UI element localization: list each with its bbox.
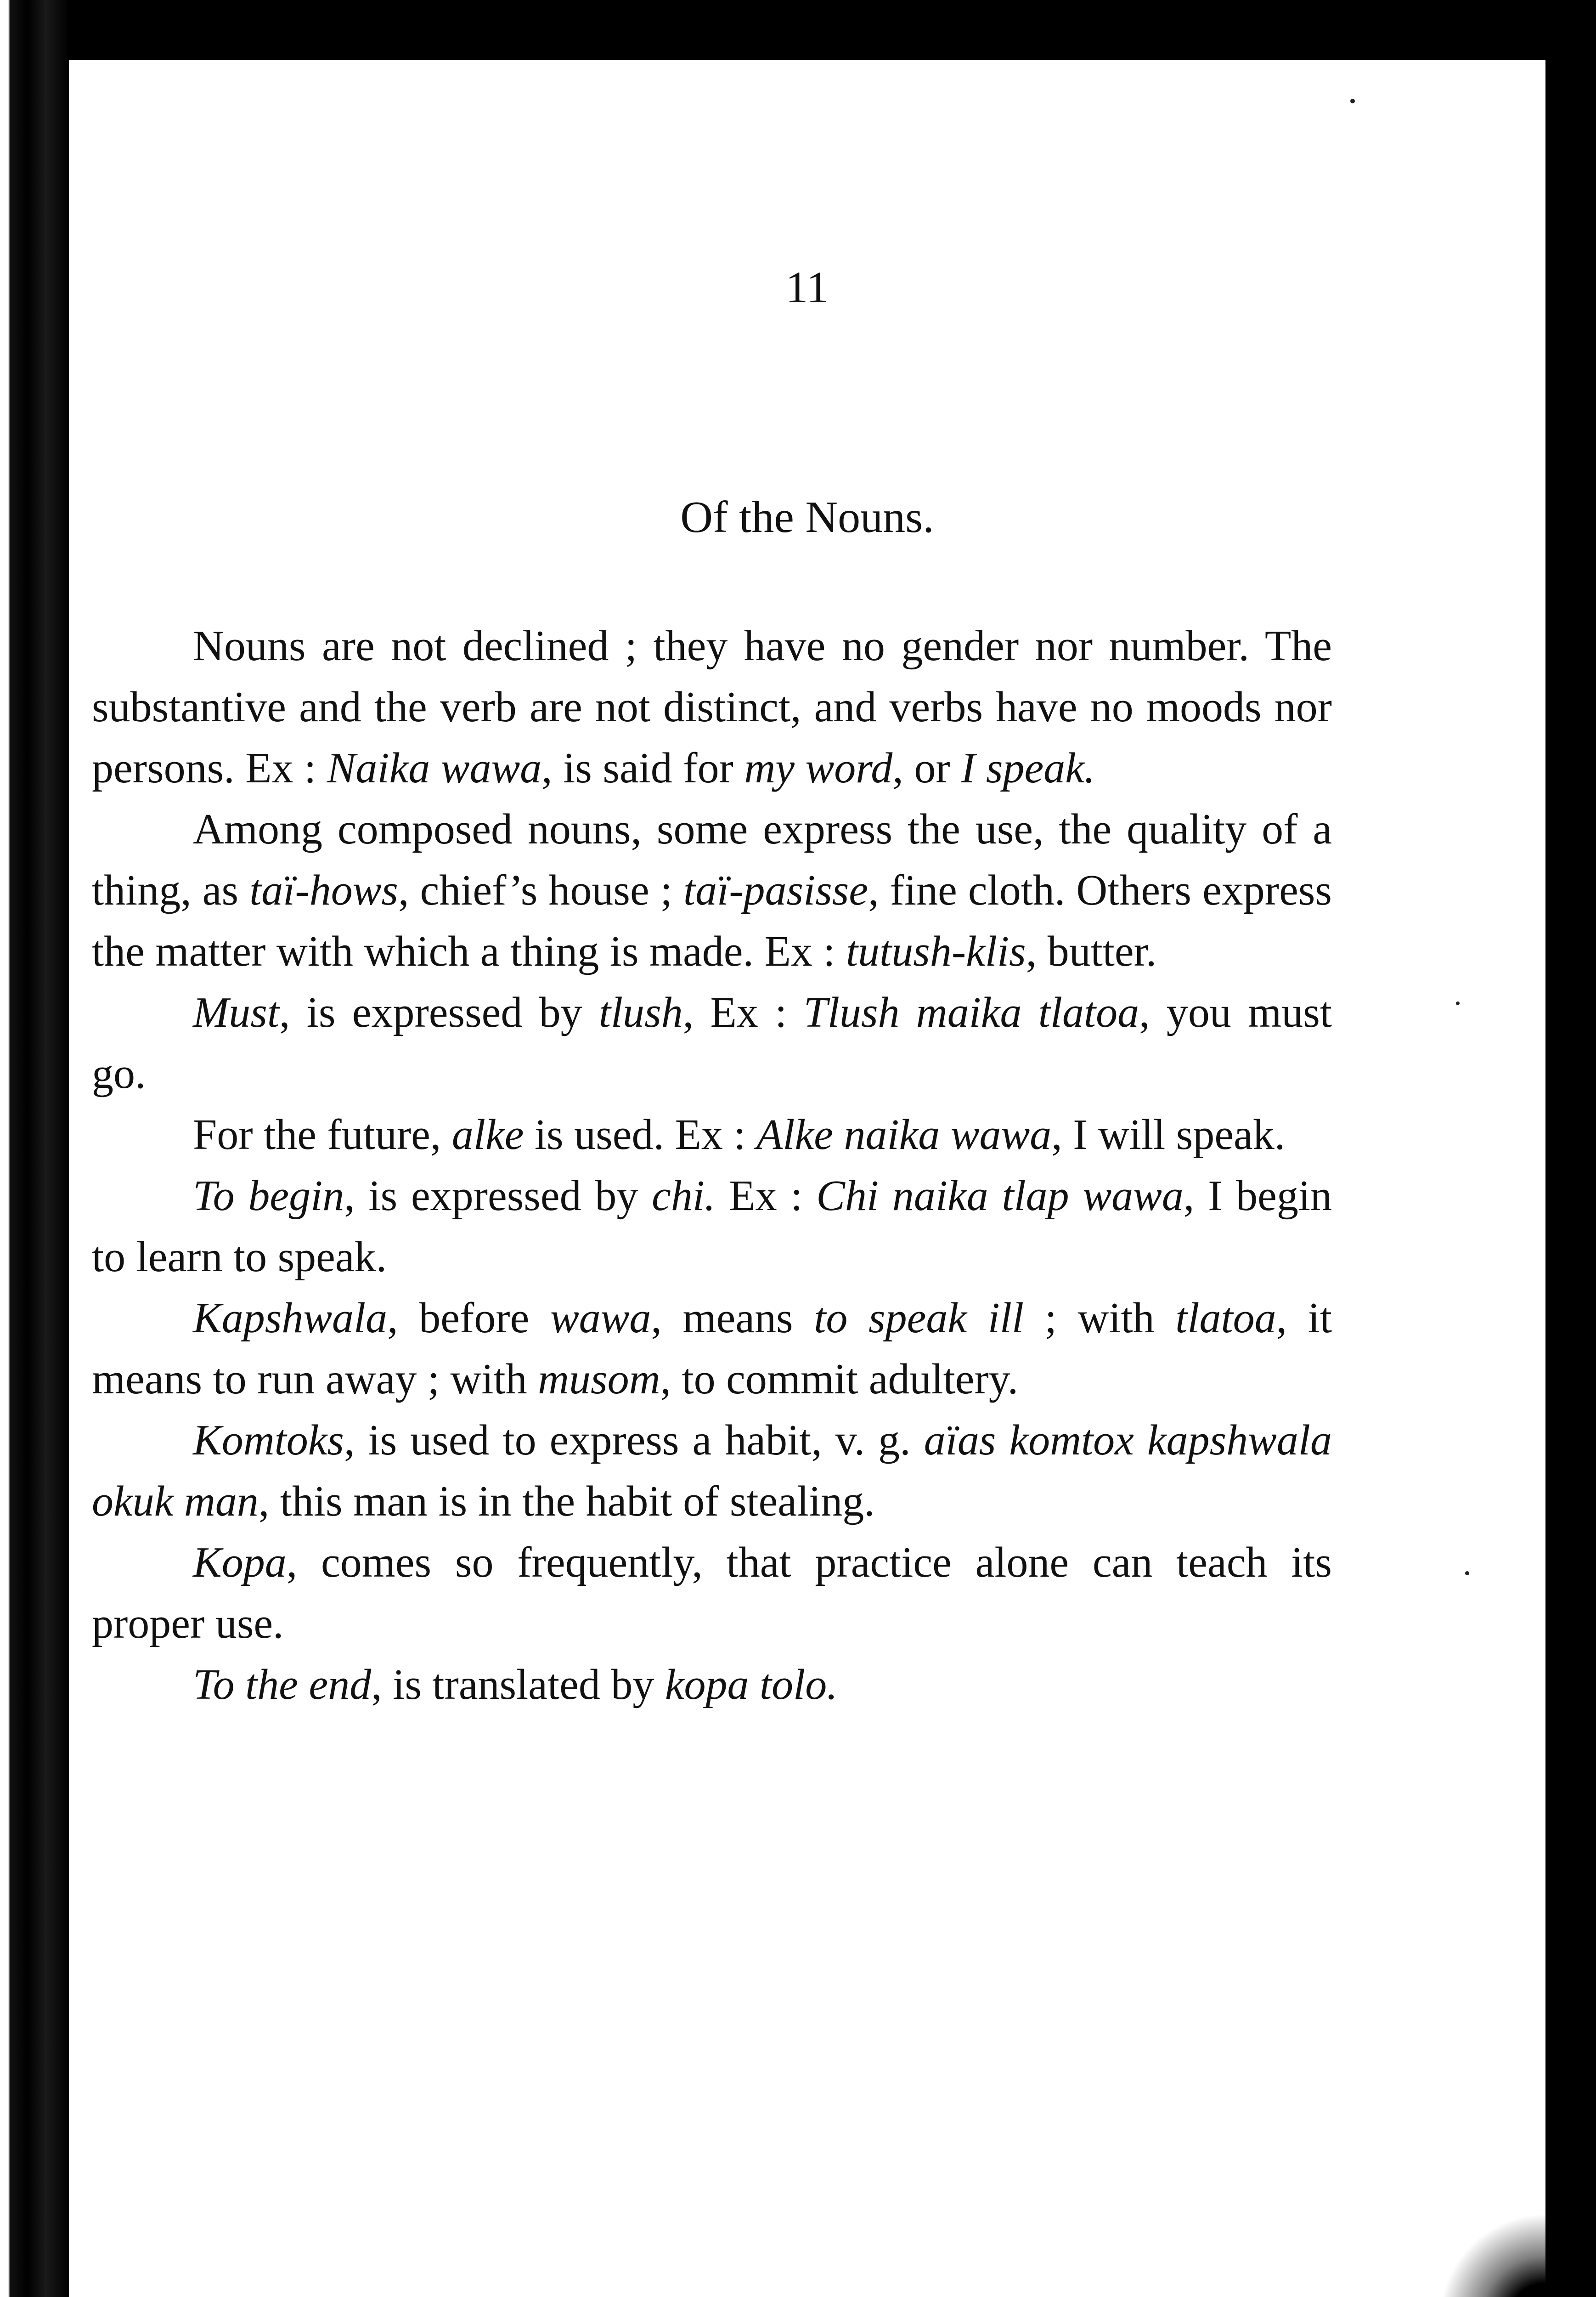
italic-term: alke [451,1111,524,1159]
text-run: , is used to express a habit, v. g. [344,1416,924,1464]
chapter-title: Of the Nouns. [680,492,934,542]
text-run: Nouns are not declined ; they have no gender nor number. The substantive and the verb are not distinct, and verbs have no moods nor persons. Ex : [92,622,1332,792]
text-run: For the future, [193,1111,452,1159]
scan-border [1545,0,1596,2297]
italic-term: Tlush maika tlatoa [803,989,1139,1036]
paragraph [92,1410,1332,1532]
italic-term: tlush [598,989,683,1036]
italic-term: taï-hows [249,866,399,914]
italic-term: Naika wawa [327,744,542,792]
text-run: , fine cloth. Others express the matter with which a thing is made. Ex : [92,866,1332,975]
scan-speck [1465,1571,1469,1575]
text-run: Among composed nouns, some express the use, the quality of a thing, as [92,805,1332,914]
italic-term: to speak ill [814,1294,1024,1342]
text-run: , or [892,744,961,792]
body-text [92,616,1332,1715]
italic-term: Komtoks [193,1416,344,1464]
paragraph [92,1532,1332,1654]
paragraph [92,982,1332,1104]
text-run: ; with [1024,1294,1176,1342]
binding-edge [0,0,69,2297]
italic-term: musom [538,1355,660,1403]
text-run: , butter. [1026,928,1157,975]
italic-term: Kapshwala [193,1294,388,1342]
italic-term: Chi naika tlap wawa [816,1172,1184,1220]
italic-term: Alke naika wawa [756,1111,1052,1159]
italic-term: chi. [652,1172,716,1220]
text-run: , it means to run away ; with [92,1294,1332,1403]
text-run: , before [387,1294,550,1342]
paragraph [92,1654,1332,1715]
text-run: , is said for [541,744,744,792]
italic-term: To the end [193,1661,372,1709]
text-run: , to commit adultery. [660,1355,1019,1403]
text-run: , chief’s house ; [398,866,683,914]
text-run: , is expressed by [279,989,599,1036]
text-run: , comes so frequently, that practice alone can teach its proper use. [92,1539,1332,1647]
italic-term: To begin [193,1172,344,1220]
italic-term: tutush-klis [846,928,1026,975]
paragraph [92,799,1332,982]
text-run: , means [651,1294,814,1342]
text-run: , I begin to learn to speak. [92,1172,1332,1281]
scan-speck [1456,1001,1460,1005]
text-run: is used. Ex : [524,1111,756,1159]
italic-term: I speak. [961,744,1095,792]
paragraph [92,1165,1332,1288]
paragraph [92,616,1332,799]
text-run: Ex : [715,1172,817,1220]
text-run: , this man is in the habit of stealing. [258,1477,875,1525]
italic-term: kopa tolo. [665,1661,838,1709]
text-run: , Ex : [682,989,804,1036]
italic-term: Must [193,989,279,1036]
text-run: , you must go. [92,989,1332,1098]
text-run: , I will speak. [1051,1111,1286,1159]
paragraph [92,1104,1332,1165]
book-page [69,60,1545,2297]
text-run: , is translated by [371,1661,665,1709]
page-number: 11 [785,263,829,312]
paragraph [92,1288,1332,1410]
italic-term: taï-pasisse [683,866,868,914]
worn-corner [1408,2182,1545,2297]
scan-speck [1350,99,1355,103]
italic-term: tlatoa [1175,1294,1276,1342]
italic-term: Kopa [193,1539,287,1586]
text-run: , is expressed by [344,1172,652,1220]
italic-term: wawa [550,1294,651,1342]
italic-term: aïas komtox kapshwala okuk man [92,1416,1332,1525]
italic-term: my word [744,744,893,792]
